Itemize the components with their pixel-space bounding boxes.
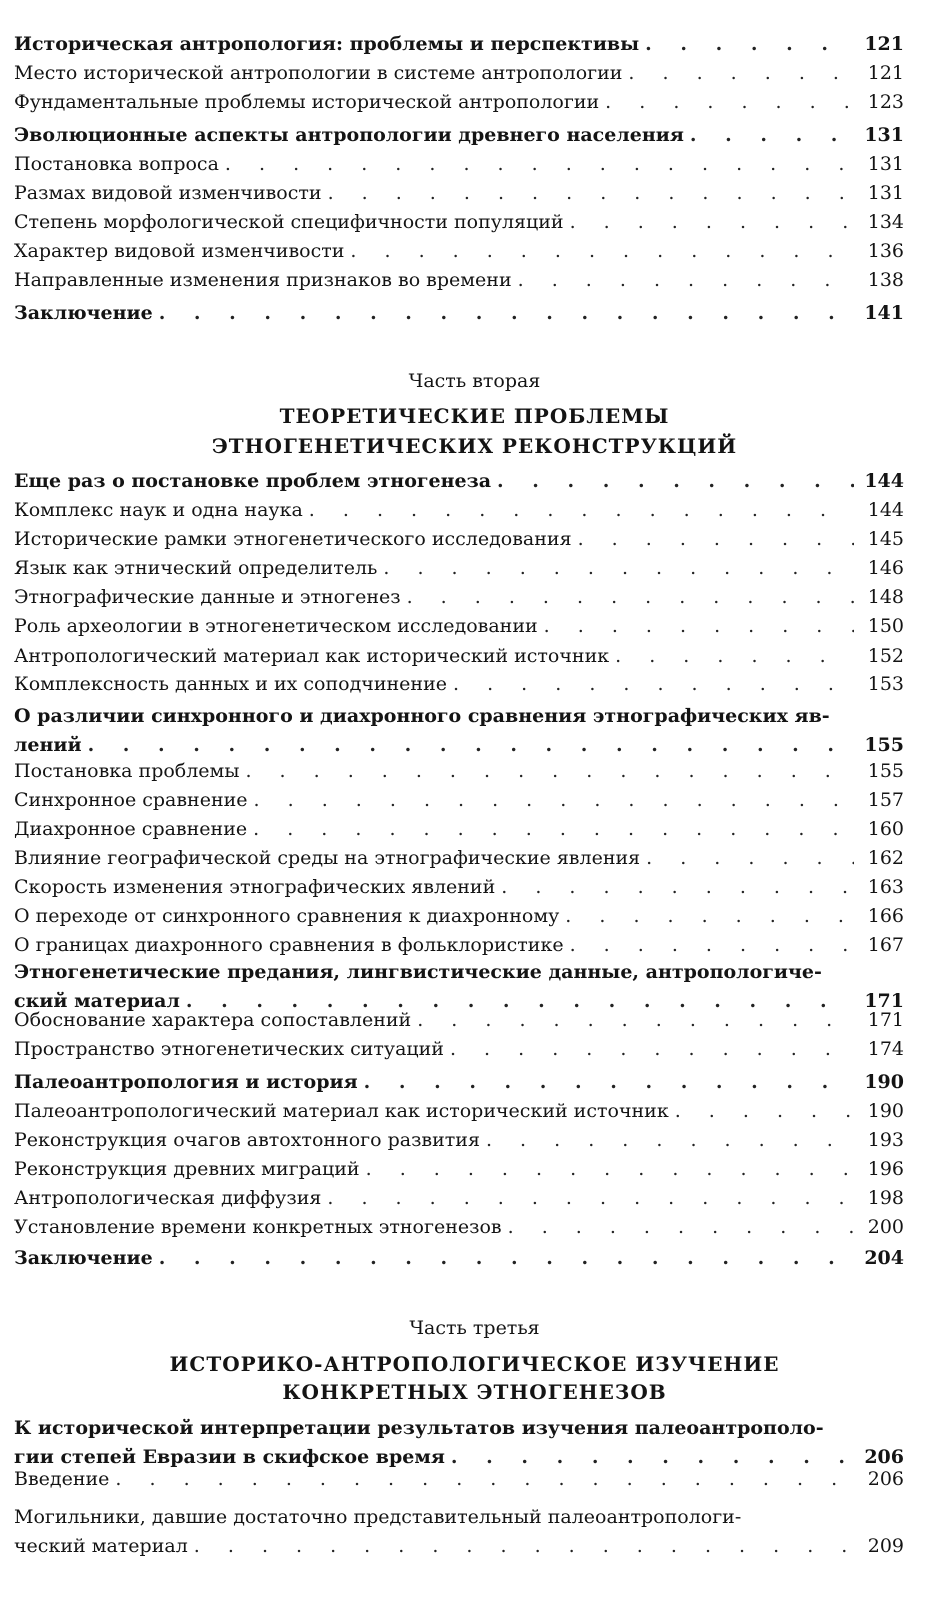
toc-entry bbox=[14, 670, 904, 699]
dot-leader bbox=[605, 88, 854, 117]
toc-entry-page: 163 bbox=[867, 876, 904, 898]
toc-entry-title: Скорость изменения этнографических явлений bbox=[14, 876, 496, 898]
toc-entry-page: 148 bbox=[867, 586, 904, 608]
toc-entry-page: 167 bbox=[867, 934, 904, 956]
toc-entry bbox=[14, 931, 904, 960]
dot-leader bbox=[88, 731, 854, 760]
toc-entry-title: Реконструкция очагов автохтонного развития bbox=[14, 1129, 480, 1151]
toc-entry bbox=[14, 496, 904, 525]
dot-leader bbox=[253, 815, 854, 844]
dot-leader bbox=[245, 757, 854, 786]
toc-entry-page: 131 bbox=[864, 124, 904, 146]
toc-entry bbox=[14, 208, 904, 237]
toc-entry bbox=[14, 1097, 904, 1126]
dot-leader bbox=[570, 208, 854, 237]
toc-entry-title: Комплексность данных и их соподчинение bbox=[14, 673, 447, 695]
toc-entry-page: 190 bbox=[864, 1071, 904, 1093]
toc-entry bbox=[14, 1035, 904, 1064]
toc-entry-title: Реконструкция древних миграций bbox=[14, 1158, 360, 1180]
toc-entry bbox=[14, 237, 904, 266]
toc-entry-page: 171 bbox=[864, 990, 904, 1012]
toc-entry-title: Роль археологии в этногенетическом исследовании bbox=[14, 615, 538, 637]
toc-entry-page: 209 bbox=[867, 1535, 904, 1557]
dot-leader bbox=[364, 1068, 854, 1097]
toc-entry-page: 138 bbox=[867, 269, 904, 291]
dot-leader bbox=[450, 1035, 854, 1064]
dot-leader bbox=[501, 873, 854, 902]
dot-leader bbox=[159, 299, 854, 328]
toc-entry bbox=[14, 1465, 904, 1494]
toc-entry-title: Степень морфологической специфичности популяций bbox=[14, 211, 564, 233]
dot-leader bbox=[497, 467, 854, 496]
toc-entry-page: 162 bbox=[867, 847, 904, 869]
toc-entry-page: 200 bbox=[867, 1216, 904, 1238]
toc-entry-title: Синхронное сравнение bbox=[14, 789, 248, 811]
toc-entry bbox=[14, 266, 904, 295]
toc-entry-page: 204 bbox=[864, 1247, 904, 1269]
toc-entry-title-line1: К исторической интерпретации результатов изучения палеоантрополо- bbox=[14, 1417, 824, 1439]
dot-leader bbox=[194, 1532, 854, 1561]
toc-entry-title: Пространство этногенетических ситуаций bbox=[14, 1038, 444, 1060]
toc-entry-page: 190 bbox=[867, 1100, 904, 1122]
toc-entry-title: Направленные изменения признаков во времени bbox=[14, 269, 512, 291]
toc-entry-page: 166 bbox=[867, 905, 904, 927]
toc-entry-title-line2: ческий материал bbox=[14, 1535, 188, 1557]
toc-entry-title: Эволюционные аспекты антропологии древнего населения bbox=[14, 124, 684, 146]
toc-entry bbox=[14, 1155, 904, 1184]
dot-leader bbox=[417, 1006, 854, 1035]
dot-leader bbox=[486, 1126, 854, 1155]
part3-title-line2: КОНКРЕТНЫХ ЭТНОГЕНЕЗОВ bbox=[282, 1380, 667, 1404]
toc-entry-title: Заключение bbox=[14, 1247, 153, 1269]
dot-leader bbox=[578, 525, 854, 554]
toc-entry-page: 174 bbox=[867, 1038, 904, 1060]
toc-entry bbox=[14, 150, 904, 179]
dot-leader bbox=[115, 1465, 854, 1494]
dot-leader bbox=[690, 121, 854, 150]
toc-entry bbox=[14, 1126, 904, 1155]
toc-entry-page: 136 bbox=[867, 240, 904, 262]
toc-entry-title: Заключение bbox=[14, 302, 153, 324]
toc-entry bbox=[14, 844, 904, 873]
dot-leader bbox=[328, 179, 854, 208]
toc-entry bbox=[14, 88, 904, 117]
toc-entry-page: 134 bbox=[867, 211, 904, 233]
toc-entry-title: Размах видовой изменчивости bbox=[14, 182, 322, 204]
part3-title-line1: ИСТОРИКО-АНТРОПОЛОГИЧЕСКОЕ ИЗУЧЕНИЕ bbox=[169, 1352, 780, 1376]
toc-entry-page: 206 bbox=[867, 1468, 904, 1490]
toc-entry-title: Палеоантропология и история bbox=[14, 1071, 358, 1093]
dot-leader bbox=[350, 237, 854, 266]
toc-entry bbox=[14, 873, 904, 902]
toc-entry-page: 146 bbox=[867, 557, 904, 579]
toc-entry bbox=[14, 1414, 904, 1472]
toc-entry bbox=[14, 583, 904, 612]
dot-leader bbox=[383, 554, 854, 583]
toc-entry bbox=[14, 179, 904, 208]
toc-entry-title: О переходе от синхронного сравнения к диахронному bbox=[14, 905, 560, 927]
toc-entry-title: О границах диахронного сравнения в фольклористике bbox=[14, 934, 564, 956]
toc-entry-page: 131 bbox=[867, 153, 904, 175]
toc-entry-page: 123 bbox=[867, 91, 904, 113]
dot-leader bbox=[225, 150, 854, 179]
toc-entry-title: Исторические рамки этногенетического исследования bbox=[14, 528, 572, 550]
dot-leader bbox=[675, 1097, 854, 1126]
toc-entry-page: 157 bbox=[867, 789, 904, 811]
dot-leader bbox=[565, 902, 854, 931]
toc-entry-page: 198 bbox=[867, 1187, 904, 1209]
toc-entry-page: 144 bbox=[864, 470, 904, 492]
part2-title-line1: ТЕОРЕТИЧЕСКИЕ ПРОБЛЕМЫ bbox=[279, 404, 670, 428]
toc-entry-title-line2: гии степей Евразии в скифское время bbox=[14, 1446, 445, 1468]
dot-leader bbox=[309, 496, 854, 525]
toc-entry-title: Обоснование характера сопоставлений bbox=[14, 1009, 412, 1031]
toc-entry-title: Язык как этнический определитель bbox=[14, 557, 378, 579]
toc-entry bbox=[14, 1503, 904, 1561]
toc-entry-page: 206 bbox=[864, 1446, 904, 1468]
toc-entry bbox=[14, 59, 904, 88]
toc-entry-title: Постановка проблемы bbox=[14, 760, 240, 782]
toc-entry-title: Установление времени конкретных этногенезов bbox=[14, 1216, 502, 1238]
toc-entry-page: 131 bbox=[867, 182, 904, 204]
toc-entry bbox=[14, 612, 904, 641]
toc-entry-page: 193 bbox=[867, 1129, 904, 1151]
toc-entry-title-line2: лений bbox=[14, 734, 82, 756]
dot-leader bbox=[508, 1213, 854, 1242]
dot-leader bbox=[407, 583, 854, 612]
toc-entry bbox=[14, 121, 904, 150]
toc-entry-page: 152 bbox=[867, 645, 904, 667]
toc-entry-title: Характер видовой изменчивости bbox=[14, 240, 345, 262]
toc-entry-title: Влияние географической среды на этнографические явления bbox=[14, 847, 641, 869]
toc-entry-page: 153 bbox=[867, 673, 904, 695]
toc-entry-title: Палеоантропологический материал как исторический источник bbox=[14, 1100, 669, 1122]
toc-entry-page: 144 bbox=[867, 499, 904, 521]
dot-leader bbox=[327, 1184, 854, 1213]
toc-entry bbox=[14, 702, 904, 760]
dot-leader bbox=[159, 1244, 854, 1273]
part2-title-line2: ЭТНОГЕНЕТИЧЕСКИХ РЕКОНСТРУКЦИЙ bbox=[211, 434, 738, 458]
dot-leader bbox=[366, 1155, 854, 1184]
toc-entry-page: 145 bbox=[867, 528, 904, 550]
toc-entry bbox=[14, 642, 904, 671]
toc-entry-page: 141 bbox=[864, 302, 904, 324]
toc-entry-title: Введение bbox=[14, 1468, 110, 1490]
toc-entry-title: Антропологический материал как исторический источник bbox=[14, 645, 610, 667]
toc-entry bbox=[14, 1213, 904, 1242]
toc-entry bbox=[14, 1184, 904, 1213]
toc-entry-page: 160 bbox=[867, 818, 904, 840]
toc-entry-title-line1: Этногенетические предания, лингвистические данные, антропологиче- bbox=[14, 961, 822, 983]
toc-entry bbox=[14, 757, 904, 786]
dot-leader bbox=[254, 786, 854, 815]
toc-entry-title: Диахронное сравнение bbox=[14, 818, 248, 840]
toc-entry-page: 121 bbox=[864, 33, 904, 55]
toc-entry-title: Историческая антропология: проблемы и перспективы bbox=[14, 33, 640, 55]
toc-entry-page: 155 bbox=[864, 734, 904, 756]
dot-leader bbox=[645, 30, 854, 59]
dot-leader bbox=[544, 612, 854, 641]
dot-leader bbox=[615, 642, 854, 671]
toc-entry-title-line1: Могильники, давшие достаточно представительный палеоантропологи- bbox=[14, 1506, 742, 1528]
dot-leader bbox=[646, 844, 854, 873]
toc-entry bbox=[14, 815, 904, 844]
toc-entry-title: Антропологическая диффузия bbox=[14, 1187, 322, 1209]
dot-leader bbox=[628, 59, 854, 88]
toc-entry bbox=[14, 786, 904, 815]
toc-entry bbox=[14, 1068, 904, 1097]
toc-entry bbox=[14, 1006, 904, 1035]
toc-entry bbox=[14, 30, 904, 59]
toc-entry bbox=[14, 902, 904, 931]
toc-entry-title: Комплекс наук и одна наука bbox=[14, 499, 303, 521]
dot-leader bbox=[453, 670, 854, 699]
toc-entry bbox=[14, 525, 904, 554]
toc-entry-title: Постановка вопроса bbox=[14, 153, 219, 175]
toc-entry-page: 196 bbox=[867, 1158, 904, 1180]
toc-entry-title-line1: О различии синхронного и диахронного сравнения этнографических яв- bbox=[14, 705, 830, 727]
toc-entry-page: 121 bbox=[867, 62, 904, 84]
part3-label: Часть третья bbox=[409, 1317, 540, 1339]
dot-leader bbox=[570, 931, 854, 960]
toc-entry-title-line2: ский материал bbox=[14, 990, 180, 1012]
toc-entry-title: Этнографические данные и этногенез bbox=[14, 586, 401, 608]
toc-entry-page: 155 bbox=[867, 760, 904, 782]
toc-entry-page: 150 bbox=[867, 615, 904, 637]
part2-label: Часть вторая bbox=[408, 370, 541, 392]
toc-entry bbox=[14, 554, 904, 583]
toc-entry bbox=[14, 299, 904, 328]
dot-leader bbox=[518, 266, 854, 295]
toc-entry-title: Еще раз о постановке проблем этногенеза bbox=[14, 470, 492, 492]
toc-entry bbox=[14, 1244, 904, 1273]
toc-entry-title: Место исторической антропологии в системе антропологии bbox=[14, 62, 623, 84]
toc-entry-page: 171 bbox=[867, 1009, 904, 1031]
toc-entry-title: Фундаментальные проблемы исторической антропологии bbox=[14, 91, 600, 113]
toc-entry bbox=[14, 467, 904, 496]
